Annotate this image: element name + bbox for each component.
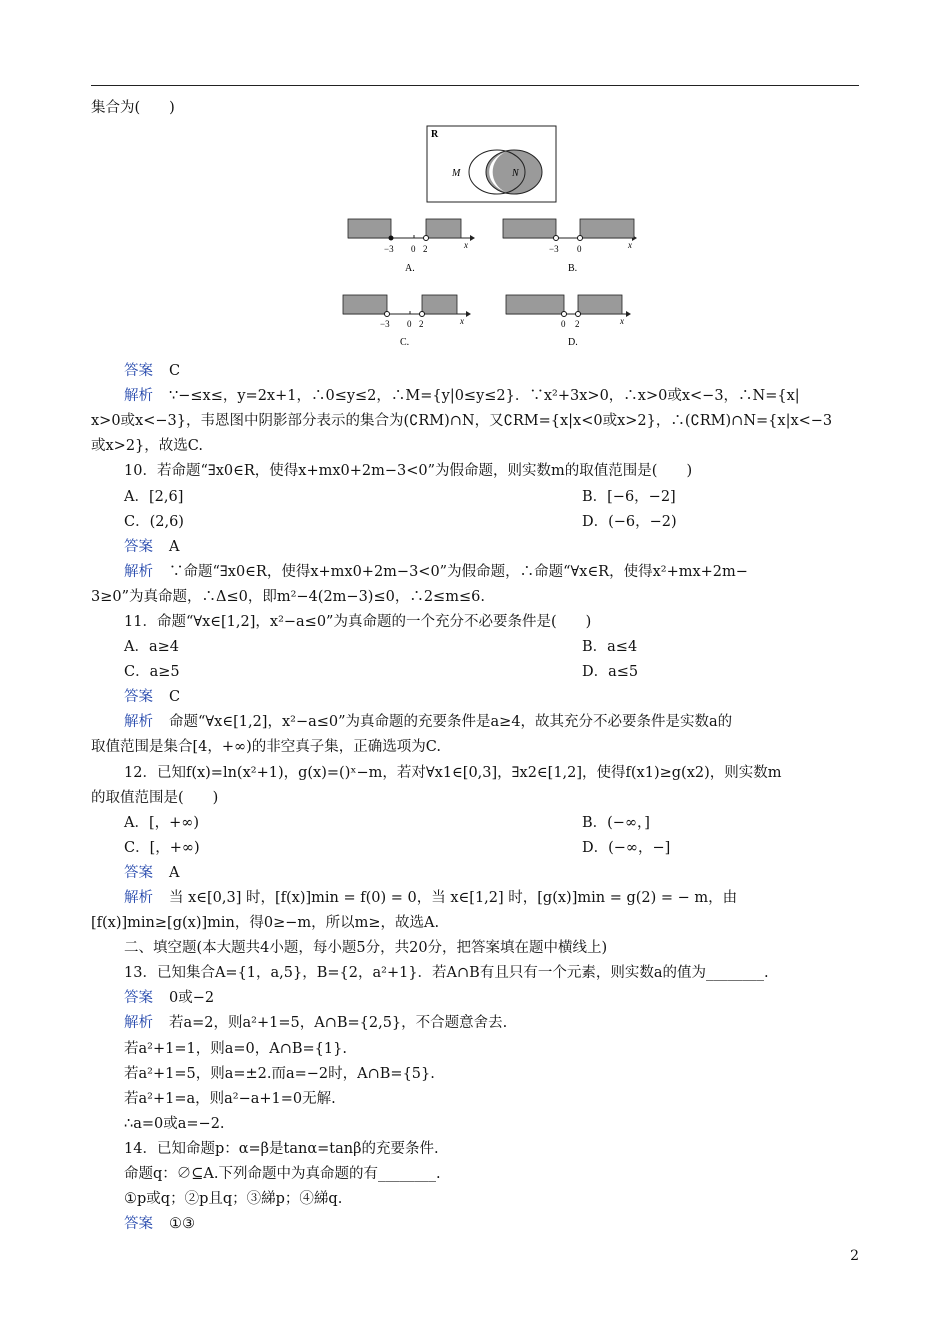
- q13-explanation-4: 若a²+1=a，则a²−a+1=0无解.: [124, 1091, 336, 1107]
- svg-text:2: 2: [575, 319, 580, 329]
- q10-options-cd: C．(2,6) D．(−6，−2): [124, 514, 677, 530]
- page-number: 2: [850, 1248, 859, 1264]
- universe-label: R: [431, 129, 439, 140]
- svg-text:C.: C.: [400, 337, 410, 348]
- option-b-numberline: [503, 219, 637, 274]
- q13-explanation-2: 若a²+1=1，则a=0，A∩B={1}.: [124, 1041, 347, 1057]
- q14-stem: 14．已知命题p：α=β是tanα=tanβ的充要条件.: [124, 1141, 439, 1157]
- svg-text:−3: −3: [384, 244, 394, 254]
- q9-answer: 答案 C: [124, 363, 181, 379]
- option-a-numberline: [348, 219, 475, 274]
- q10-explanation-2: 3≥0”为真命题，∴Δ≤0，即m²−4(2m−3)≤0，∴2≤m≤6.: [91, 589, 485, 605]
- svg-text:0: 0: [411, 244, 416, 254]
- q10-stem: 10．若命题“∃x0∈R，使得x+mx0+2m−3<0”为假命题，则实数m的取值范围是( ): [124, 463, 693, 479]
- option-d-numberline: [506, 295, 631, 348]
- svg-text:0: 0: [561, 319, 566, 329]
- svg-text:x: x: [628, 240, 632, 250]
- q11-options-ab: A．a≥4 B．a≤4: [124, 639, 638, 655]
- q11-explanation-1: 解析 命题“∀x∈[1,2]，x²−a≤0”为真命题的充要条件是a≥4，故其充分不必要条件是实数a的: [124, 714, 733, 730]
- set-m-label: M: [452, 168, 461, 179]
- section-2-heading: 二、填空题(本大题共4小题，每小题5分，共20分，把答案填在题中横线上): [124, 940, 608, 956]
- svg-text:D.: D.: [568, 337, 578, 348]
- svg-text:2: 2: [419, 319, 424, 329]
- q12-explanation-2: [f(x)]min≥[g(x)]min，得0≥−m，所以m≥，故选A.: [91, 915, 440, 931]
- q10-options-ab: A．[2,6] B．[−6，−2]: [124, 489, 676, 505]
- q10-explanation-1: 解析 ∵命题“∃x0∈R，使得x+mx0+2m−3<0”为假命题，∴命题“∀x∈R，使得x²+mx+2m−: [124, 564, 748, 580]
- q12-options-ab: A．[，+∞) B．(−∞，]: [124, 815, 650, 831]
- svg-text:x: x: [464, 240, 468, 250]
- q12-stem-1: 12．已知f(x)=ln(x²+1)，g(x)=()ˣ−m，若对∀x1∈[0,3]，∃x2∈[1,2]，使得f(x1)≥g(x2)，则实数m: [124, 765, 782, 781]
- q12-explanation-1: 解析 当 x∈[0,3] 时，[f(x)]min = f(0) = 0，当 x∈[1,2] 时，[g(x)]min = g(2) = − m，由: [124, 890, 738, 906]
- q12-answer: 答案 A: [124, 865, 180, 881]
- svg-text:B.: B.: [568, 263, 578, 274]
- q11-explanation-2: 取值范围是集合[4，+∞)的非空真子集，正确选项为C.: [91, 739, 441, 755]
- svg-text:−3: −3: [549, 244, 559, 254]
- q11-answer: 答案 C: [124, 689, 181, 705]
- svg-text:x: x: [460, 316, 464, 326]
- q9-explanation-2: x>0或x<−3}，韦恩图中阴影部分表示的集合为(∁RM)∩N，又∁RM={x|x<0或x>2}，∴(∁RM)∩N={x|x<−3: [91, 413, 833, 429]
- q13-explanation-3: 若a²+1=5，则a=±2.而a=−2时，A∩B={5}.: [124, 1066, 435, 1082]
- svg-text:A.: A.: [405, 263, 415, 274]
- svg-text:0: 0: [577, 244, 582, 254]
- set-n-label: N: [512, 168, 519, 179]
- q14-stem-2: 命题q：∅⊆A.下列命题中为真命题的有________.: [124, 1166, 441, 1182]
- svg-text:−3: −3: [380, 319, 390, 329]
- q13-answer: 答案 0或−2: [124, 990, 215, 1006]
- q13-stem: 13．已知集合A={1，a,5}，B={2，a²+1}．若A∩B有且只有一个元素，则实数a的值为________.: [124, 965, 769, 981]
- svg-text:0: 0: [407, 319, 412, 329]
- q9-explanation-3: 或x>2}，故选C.: [91, 438, 203, 454]
- q9-explanation-1: 解析 ∵−≤x≤，y=2x+1，∴0≤y≤2，∴M={y|0≤y≤2}．∵x²+3x>0，∴x>0或x<−3，∴N={x|: [124, 388, 800, 404]
- q13-explanation-1: 解析 若a=2，则a²+1=5，A∩B={2,5}，不合题意舍去.: [124, 1015, 508, 1031]
- q12-options-cd: C．[，+∞) D．(−∞，−]: [124, 840, 671, 856]
- svg-text:x: x: [620, 316, 624, 326]
- q13-explanation-5: ∴a=0或a=−2.: [124, 1116, 225, 1132]
- option-c-numberline: [343, 295, 471, 348]
- venn-and-numberline-figure: [340, 124, 640, 350]
- header-rule: [91, 85, 859, 86]
- svg-text:2: 2: [423, 244, 428, 254]
- q11-stem: 11．命题“∀x∈[1,2]，x²−a≤0”为真命题的一个充分不必要条件是( ): [124, 614, 592, 630]
- q11-options-cd: C．a≥5 D．a≤5: [124, 664, 639, 680]
- intro-text: 集合为( ): [91, 100, 175, 116]
- q14-answer: 答案 ①③: [124, 1216, 195, 1232]
- q12-stem-2: 的取值范围是( ): [91, 790, 219, 806]
- q10-answer: 答案 A: [124, 539, 180, 555]
- q14-choices: ①p或q；②p且q；③綈p；④綈q.: [124, 1191, 343, 1207]
